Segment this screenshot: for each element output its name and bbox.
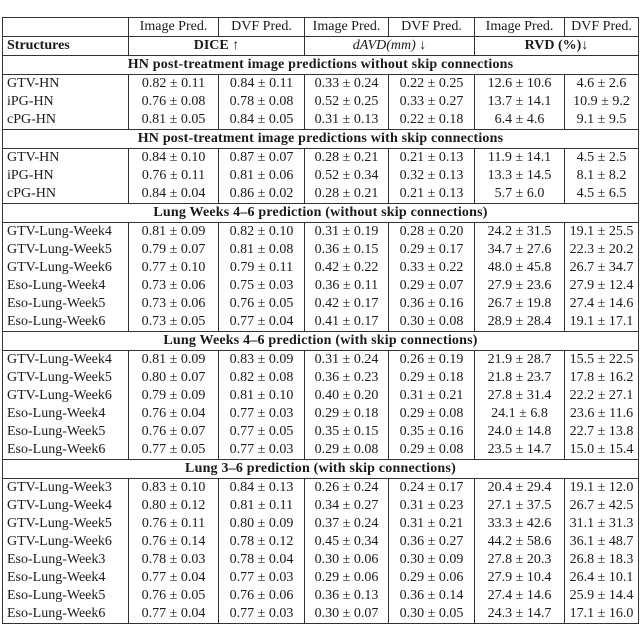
table-row xyxy=(3,93,639,111)
table-row xyxy=(3,111,639,130)
metric-value: 0.29 ± 0.17 xyxy=(389,241,475,259)
metric-value: 36.1 ± 48.7 xyxy=(565,533,639,551)
table-row xyxy=(3,551,639,569)
metric-value: 23.6 ± 11.6 xyxy=(565,405,639,423)
metric-value: 0.34 ± 0.27 xyxy=(305,497,389,515)
metric-value: 0.76 ± 0.05 xyxy=(219,295,305,313)
metric-value: 0.35 ± 0.15 xyxy=(305,423,389,441)
section-title: Lung Weeks 4–6 prediction (with skip connections) xyxy=(3,332,639,351)
metric-value: 0.76 ± 0.08 xyxy=(129,93,219,111)
metric-value: 0.81 ± 0.10 xyxy=(219,387,305,405)
metric-value: 0.30 ± 0.08 xyxy=(389,313,475,332)
metric-value: 0.36 ± 0.15 xyxy=(305,241,389,259)
metric-value: 0.76 ± 0.04 xyxy=(129,405,219,423)
section-header-row xyxy=(3,460,639,479)
structure-name: Eso-Lung-Week4 xyxy=(3,405,129,423)
metric-value: 22.2 ± 27.1 xyxy=(565,387,639,405)
metric-value: 0.29 ± 0.06 xyxy=(389,569,475,587)
metric-value: 26.7 ± 34.7 xyxy=(565,259,639,277)
metric-value: 0.26 ± 0.24 xyxy=(305,479,389,498)
metric-value: 0.73 ± 0.06 xyxy=(129,295,219,313)
metric-value: 0.76 ± 0.14 xyxy=(129,533,219,551)
table-row xyxy=(3,295,639,313)
table-row xyxy=(3,223,639,242)
metric-value: 12.6 ± 10.6 xyxy=(475,75,565,94)
metric-value: 0.31 ± 0.13 xyxy=(305,111,389,130)
metric-value: 0.76 ± 0.06 xyxy=(219,587,305,605)
metric-header-dice: DICE ↑ xyxy=(129,37,305,56)
metric-header-rvd: RVD (%)↓ xyxy=(475,37,639,56)
metric-value: 0.77 ± 0.10 xyxy=(129,259,219,277)
table-row xyxy=(3,259,639,277)
metric-value: 0.36 ± 0.27 xyxy=(389,533,475,551)
metric-value: 0.36 ± 0.16 xyxy=(389,295,475,313)
structure-name: Eso-Lung-Week4 xyxy=(3,569,129,587)
metric-header-davd: dAVD(mm) ↓ xyxy=(305,37,475,56)
metric-value: 0.77 ± 0.03 xyxy=(219,405,305,423)
metric-value: 4.5 ± 2.5 xyxy=(565,149,639,168)
structure-name: Eso-Lung-Week5 xyxy=(3,423,129,441)
metric-value: 4.6 ± 2.6 xyxy=(565,75,639,94)
metric-value: 0.77 ± 0.03 xyxy=(219,569,305,587)
metric-value: 0.33 ± 0.24 xyxy=(305,75,389,94)
metric-value: 0.79 ± 0.11 xyxy=(219,259,305,277)
metric-value: 28.9 ± 28.4 xyxy=(475,313,565,332)
metric-value: 0.30 ± 0.06 xyxy=(305,551,389,569)
metric-value: 0.76 ± 0.11 xyxy=(129,515,219,533)
metric-value: 0.22 ± 0.25 xyxy=(389,75,475,94)
structure-name: Eso-Lung-Week6 xyxy=(3,605,129,624)
subcolumn-header: Image Pred. xyxy=(475,18,565,37)
metric-value: 15.5 ± 22.5 xyxy=(565,351,639,370)
table-row xyxy=(3,441,639,460)
metric-value: 27.9 ± 12.4 xyxy=(565,277,639,295)
metric-value: 0.81 ± 0.05 xyxy=(129,111,219,130)
metric-value: 17.8 ± 16.2 xyxy=(565,369,639,387)
metric-value: 0.73 ± 0.06 xyxy=(129,277,219,295)
structure-name: GTV-Lung-Week4 xyxy=(3,223,129,242)
table-row xyxy=(3,515,639,533)
structure-name: Eso-Lung-Week6 xyxy=(3,441,129,460)
metric-value: 0.29 ± 0.06 xyxy=(305,569,389,587)
metric-value: 0.36 ± 0.13 xyxy=(305,587,389,605)
metric-value: 27.4 ± 14.6 xyxy=(475,587,565,605)
metric-value: 0.30 ± 0.05 xyxy=(389,605,475,624)
structure-name: GTV-Lung-Week5 xyxy=(3,369,129,387)
metric-value: 31.1 ± 31.3 xyxy=(565,515,639,533)
metric-value: 5.7 ± 6.0 xyxy=(475,185,565,204)
metric-value: 0.81 ± 0.11 xyxy=(219,497,305,515)
metric-value: 0.75 ± 0.03 xyxy=(219,277,305,295)
table-row xyxy=(3,569,639,587)
cut-off-caption xyxy=(0,0,640,1)
metric-value: 0.29 ± 0.07 xyxy=(389,277,475,295)
subcolumn-header: DVF Pred. xyxy=(389,18,475,37)
metric-value: 0.77 ± 0.03 xyxy=(219,605,305,624)
metric-value: 25.9 ± 14.4 xyxy=(565,587,639,605)
table-row xyxy=(3,497,639,515)
metric-value: 0.86 ± 0.02 xyxy=(219,185,305,204)
subcolumn-header: Image Pred. xyxy=(129,18,219,37)
metric-value: 0.76 ± 0.11 xyxy=(129,167,219,185)
table-row xyxy=(3,533,639,551)
table-row xyxy=(3,167,639,185)
structure-name: Eso-Lung-Week5 xyxy=(3,295,129,313)
metric-value: 0.78 ± 0.03 xyxy=(129,551,219,569)
metric-value: 0.81 ± 0.09 xyxy=(129,351,219,370)
results-table xyxy=(2,17,639,624)
structure-name: iPG-HN xyxy=(3,93,129,111)
metric-value: 0.79 ± 0.09 xyxy=(129,387,219,405)
metric-value: 48.0 ± 45.8 xyxy=(475,259,565,277)
metric-value: 13.3 ± 14.5 xyxy=(475,167,565,185)
metric-value: 0.28 ± 0.20 xyxy=(389,223,475,242)
metric-value: 0.37 ± 0.24 xyxy=(305,515,389,533)
metric-value: 0.87 ± 0.07 xyxy=(219,149,305,168)
structure-name: GTV-Lung-Week4 xyxy=(3,497,129,515)
table-body xyxy=(3,56,639,624)
table-row xyxy=(3,605,639,624)
metric-value: 20.4 ± 29.4 xyxy=(475,479,565,498)
section-title: Lung Weeks 4–6 prediction (without skip connections) xyxy=(3,204,639,223)
metric-value: 19.1 ± 17.1 xyxy=(565,313,639,332)
structure-name: GTV-Lung-Week5 xyxy=(3,515,129,533)
metric-value: 0.42 ± 0.17 xyxy=(305,295,389,313)
metric-value: 0.84 ± 0.04 xyxy=(129,185,219,204)
metric-value: 0.76 ± 0.05 xyxy=(129,587,219,605)
metric-value: 26.8 ± 18.3 xyxy=(565,551,639,569)
metric-value: 0.77 ± 0.05 xyxy=(129,441,219,460)
metric-value: 0.29 ± 0.18 xyxy=(389,369,475,387)
metric-value: 0.81 ± 0.09 xyxy=(129,223,219,242)
structure-name: cPG-HN xyxy=(3,111,129,130)
metric-value: 0.84 ± 0.05 xyxy=(219,111,305,130)
metric-header-row xyxy=(3,37,639,56)
metric-value: 0.83 ± 0.10 xyxy=(129,479,219,498)
section-header-row xyxy=(3,130,639,149)
metric-value: 0.82 ± 0.08 xyxy=(219,369,305,387)
empty-corner-cell xyxy=(3,18,129,37)
table-row xyxy=(3,423,639,441)
metric-value: 0.81 ± 0.08 xyxy=(219,241,305,259)
table-row xyxy=(3,149,639,168)
table-row xyxy=(3,75,639,94)
metric-value: 27.9 ± 10.4 xyxy=(475,569,565,587)
structure-name: Eso-Lung-Week6 xyxy=(3,313,129,332)
metric-value: 27.8 ± 20.3 xyxy=(475,551,565,569)
metric-value: 0.82 ± 0.10 xyxy=(219,223,305,242)
metric-value: 0.28 ± 0.21 xyxy=(305,149,389,168)
metric-value: 23.5 ± 14.7 xyxy=(475,441,565,460)
metric-value: 0.78 ± 0.12 xyxy=(219,533,305,551)
section-title: HN post-treatment image predictions without skip connections xyxy=(3,56,639,75)
metric-value: 0.84 ± 0.13 xyxy=(219,479,305,498)
subcolumn-header-row xyxy=(3,18,639,37)
metric-value: 0.31 ± 0.24 xyxy=(305,351,389,370)
section-title: HN post-treatment image predictions with skip connections xyxy=(3,130,639,149)
metric-value: 27.9 ± 23.6 xyxy=(475,277,565,295)
subcolumn-header: DVF Pred. xyxy=(565,18,639,37)
metric-value: 0.29 ± 0.08 xyxy=(389,405,475,423)
metric-value: 0.41 ± 0.17 xyxy=(305,313,389,332)
metric-value: 34.7 ± 27.6 xyxy=(475,241,565,259)
metric-value: 0.30 ± 0.07 xyxy=(305,605,389,624)
metric-value: 0.29 ± 0.08 xyxy=(305,441,389,460)
metric-value: 26.7 ± 19.8 xyxy=(475,295,565,313)
metric-value: 0.40 ± 0.20 xyxy=(305,387,389,405)
metric-value: 44.2 ± 58.6 xyxy=(475,533,565,551)
metric-value: 22.7 ± 13.8 xyxy=(565,423,639,441)
metric-value: 0.76 ± 0.07 xyxy=(129,423,219,441)
metric-value: 24.1 ± 6.8 xyxy=(475,405,565,423)
section-title: Lung 3–6 prediction (with skip connections) xyxy=(3,460,639,479)
metric-value: 0.35 ± 0.16 xyxy=(389,423,475,441)
metric-value: 0.21 ± 0.13 xyxy=(389,149,475,168)
metric-value: 8.1 ± 8.2 xyxy=(565,167,639,185)
metric-value: 33.3 ± 42.6 xyxy=(475,515,565,533)
metric-value: 0.84 ± 0.10 xyxy=(129,149,219,168)
metric-value: 15.0 ± 15.4 xyxy=(565,441,639,460)
metric-value: 0.77 ± 0.04 xyxy=(129,605,219,624)
metric-value: 0.73 ± 0.05 xyxy=(129,313,219,332)
metric-value: 21.8 ± 23.7 xyxy=(475,369,565,387)
table-row xyxy=(3,587,639,605)
metric-value: 0.31 ± 0.19 xyxy=(305,223,389,242)
metric-value: 0.31 ± 0.21 xyxy=(389,515,475,533)
structure-name: GTV-Lung-Week6 xyxy=(3,259,129,277)
table-row xyxy=(3,313,639,332)
metric-value: 17.1 ± 16.0 xyxy=(565,605,639,624)
metric-value: 0.31 ± 0.21 xyxy=(389,387,475,405)
structure-name: GTV-Lung-Week6 xyxy=(3,387,129,405)
table-row xyxy=(3,277,639,295)
metric-value: 24.0 ± 14.8 xyxy=(475,423,565,441)
metric-value: 0.28 ± 0.21 xyxy=(305,185,389,204)
metric-value: 0.77 ± 0.04 xyxy=(129,569,219,587)
metric-value: 0.52 ± 0.34 xyxy=(305,167,389,185)
metric-value: 0.80 ± 0.07 xyxy=(129,369,219,387)
metric-value: 0.77 ± 0.03 xyxy=(219,441,305,460)
metric-value: 0.32 ± 0.13 xyxy=(389,167,475,185)
metric-value: 0.33 ± 0.27 xyxy=(389,93,475,111)
metric-value: 0.30 ± 0.09 xyxy=(389,551,475,569)
metric-value: 26.7 ± 42.5 xyxy=(565,497,639,515)
structures-header: Structures xyxy=(3,37,129,56)
metric-value: 0.77 ± 0.04 xyxy=(219,313,305,332)
metric-value: 26.4 ± 10.1 xyxy=(565,569,639,587)
metric-value: 0.81 ± 0.06 xyxy=(219,167,305,185)
structure-name: Eso-Lung-Week5 xyxy=(3,587,129,605)
section-header-row xyxy=(3,204,639,223)
metric-value: 0.21 ± 0.13 xyxy=(389,185,475,204)
metric-value: 0.82 ± 0.11 xyxy=(129,75,219,94)
metric-value: 4.5 ± 6.5 xyxy=(565,185,639,204)
metric-value: 0.84 ± 0.11 xyxy=(219,75,305,94)
metric-value: 24.2 ± 31.5 xyxy=(475,223,565,242)
table-row xyxy=(3,405,639,423)
metric-value: 0.36 ± 0.14 xyxy=(389,587,475,605)
table-row xyxy=(3,387,639,405)
metric-value: 27.8 ± 31.4 xyxy=(475,387,565,405)
structure-name: GTV-Lung-Week6 xyxy=(3,533,129,551)
metric-value: 19.1 ± 12.0 xyxy=(565,479,639,498)
metric-value: 0.80 ± 0.12 xyxy=(129,497,219,515)
table-row xyxy=(3,241,639,259)
subcolumn-header: DVF Pred. xyxy=(219,18,305,37)
metric-value: 0.78 ± 0.04 xyxy=(219,551,305,569)
metric-value: 0.33 ± 0.22 xyxy=(389,259,475,277)
metric-value: 9.1 ± 9.5 xyxy=(565,111,639,130)
metric-value: 22.3 ± 20.2 xyxy=(565,241,639,259)
structure-name: Eso-Lung-Week3 xyxy=(3,551,129,569)
structure-name: GTV-Lung-Week4 xyxy=(3,351,129,370)
metric-value: 0.24 ± 0.17 xyxy=(389,479,475,498)
structure-name: GTV-HN xyxy=(3,75,129,94)
metric-value: 27.1 ± 37.5 xyxy=(475,497,565,515)
metric-value: 19.1 ± 25.5 xyxy=(565,223,639,242)
metric-value: 0.22 ± 0.18 xyxy=(389,111,475,130)
metric-value: 21.9 ± 28.7 xyxy=(475,351,565,370)
structure-name: GTV-Lung-Week3 xyxy=(3,479,129,498)
structure-name: cPG-HN xyxy=(3,185,129,204)
metric-value: 11.9 ± 14.1 xyxy=(475,149,565,168)
table-row xyxy=(3,185,639,204)
structure-name: GTV-HN xyxy=(3,149,129,168)
metric-value: 0.36 ± 0.11 xyxy=(305,277,389,295)
metric-value: 0.45 ± 0.34 xyxy=(305,533,389,551)
metric-value: 0.29 ± 0.18 xyxy=(305,405,389,423)
metric-value: 6.4 ± 4.6 xyxy=(475,111,565,130)
metric-value: 0.80 ± 0.09 xyxy=(219,515,305,533)
metric-value: 13.7 ± 14.1 xyxy=(475,93,565,111)
metric-value: 10.9 ± 9.2 xyxy=(565,93,639,111)
section-header-row xyxy=(3,332,639,351)
subcolumn-header: Image Pred. xyxy=(305,18,389,37)
metric-value: 24.3 ± 14.7 xyxy=(475,605,565,624)
metric-value: 0.42 ± 0.22 xyxy=(305,259,389,277)
metric-value: 0.78 ± 0.08 xyxy=(219,93,305,111)
metric-value: 0.52 ± 0.25 xyxy=(305,93,389,111)
metric-value: 27.4 ± 14.6 xyxy=(565,295,639,313)
table-row xyxy=(3,369,639,387)
metric-value: 0.31 ± 0.23 xyxy=(389,497,475,515)
metric-value: 0.77 ± 0.05 xyxy=(219,423,305,441)
structure-name: Eso-Lung-Week4 xyxy=(3,277,129,295)
metric-value: 0.83 ± 0.09 xyxy=(219,351,305,370)
structure-name: GTV-Lung-Week5 xyxy=(3,241,129,259)
metric-value: 0.79 ± 0.07 xyxy=(129,241,219,259)
table-row xyxy=(3,479,639,498)
metric-value: 0.29 ± 0.08 xyxy=(389,441,475,460)
section-header-row xyxy=(3,56,639,75)
metric-value: 0.26 ± 0.19 xyxy=(389,351,475,370)
metric-value: 0.36 ± 0.23 xyxy=(305,369,389,387)
structure-name: iPG-HN xyxy=(3,167,129,185)
table-row xyxy=(3,351,639,370)
